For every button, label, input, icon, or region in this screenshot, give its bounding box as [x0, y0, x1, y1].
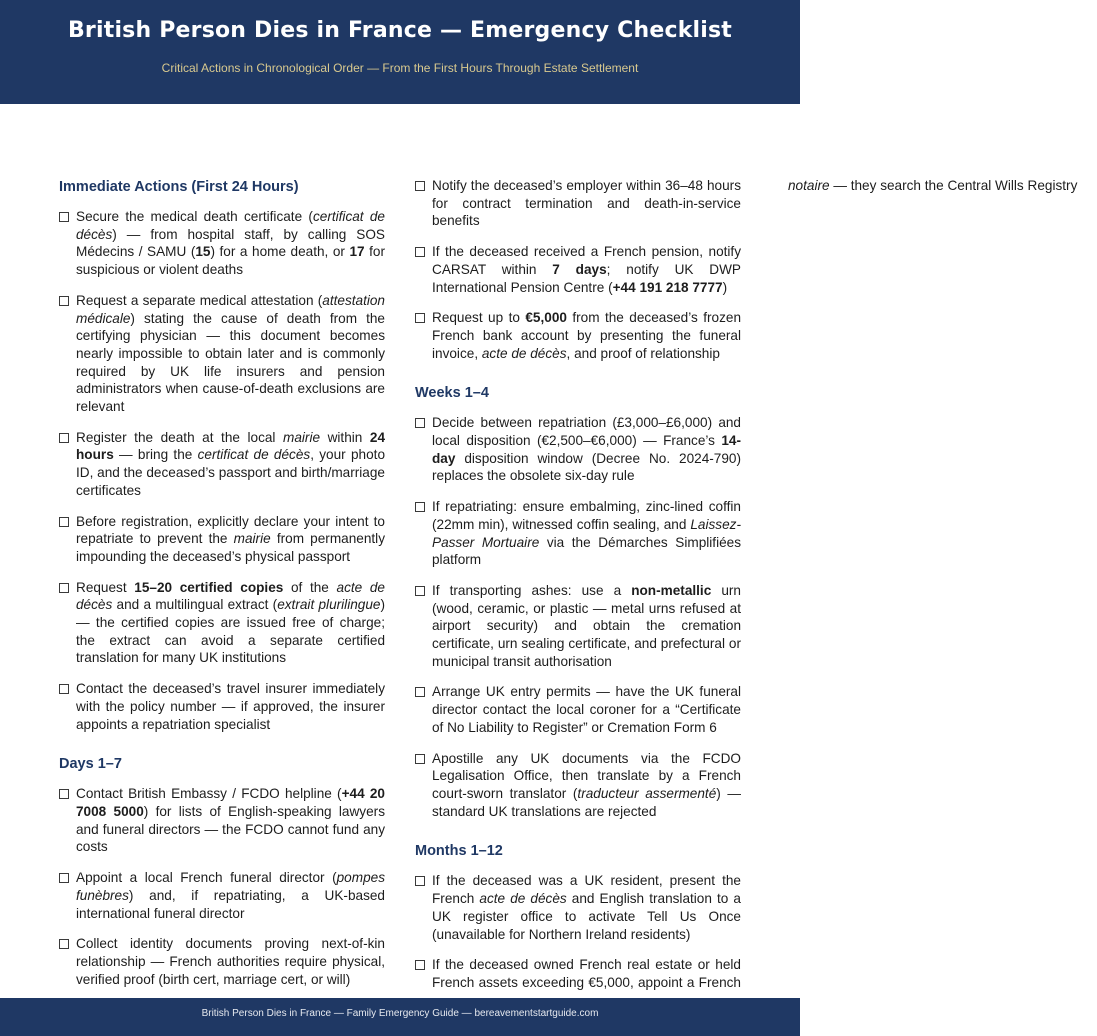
section-heading: Days 1–7	[59, 756, 122, 773]
checkbox[interactable]	[415, 960, 425, 970]
text-run: , your photo ID, and the deceased’s passport and birth/marriage certificates	[76, 447, 386, 498]
checklist-item	[59, 579, 385, 668]
italic-text: extrait plurilingue	[277, 597, 381, 613]
checklist-section	[59, 177, 385, 733]
checklist-section	[415, 383, 741, 820]
text-run: Collect identity documents proving next-of-kin relationship — French authorities require physical, verified proof (birth cert, marriage cert, or will)	[76, 936, 385, 987]
checkbox[interactable]	[415, 502, 425, 512]
checklist-item-text	[432, 872, 741, 943]
text-run: Register the death at the local	[76, 429, 284, 445]
text-run: from the deceased’s frozen French bank account by presenting the funeral invoice,	[432, 310, 742, 361]
checklist-item	[415, 750, 741, 821]
text-run: from permanently impounding the deceased’s physical passport	[76, 531, 385, 564]
checkbox[interactable]	[415, 687, 425, 697]
checklist-item-text	[432, 683, 741, 736]
checklist-item-text	[76, 579, 385, 668]
text-run: of the	[283, 579, 337, 595]
text-run: ; notify UK DWP International Pension Centre (	[432, 261, 741, 295]
checklist-item	[59, 429, 385, 500]
checkbox[interactable]	[415, 181, 425, 191]
checklist-item	[415, 243, 741, 296]
checklist-item	[415, 177, 741, 230]
checklist-item	[59, 785, 385, 856]
italic-text: attestation médicale	[76, 292, 385, 326]
text-run: Before registration, explicitly declare your intent to repatriate to prevent the	[76, 513, 385, 547]
bold-text: 17	[349, 244, 365, 260]
text-run: ) for lists of English-speaking lawyers and funeral directors — the FCDO cannot fund any costs	[76, 803, 385, 855]
bold-text: +44 20 7008 5000	[76, 786, 385, 819]
checklist-item-text	[432, 498, 741, 569]
text-run: ) — standard UK translations are rejected	[432, 785, 741, 819]
text-run: Appoint a local French funeral director (	[76, 870, 337, 886]
checkbox[interactable]	[415, 876, 425, 886]
text-run: — bring the	[113, 447, 198, 463]
checklist-item-text	[432, 414, 741, 485]
text-run: — they search the Central Wills Registry	[829, 178, 1078, 193]
text-run: within	[320, 429, 370, 445]
checklist-item-text	[76, 429, 385, 500]
checklist-item	[415, 414, 741, 485]
checkbox[interactable]	[59, 517, 69, 527]
checkbox[interactable]	[59, 583, 69, 593]
bold-text: 24 hours	[76, 429, 386, 463]
bold-text: €5,000	[525, 310, 567, 326]
text-run: ) and, if repatriating, a UK-based international funeral director	[76, 887, 385, 921]
text-run: ) stating the cause of death from the certifying physician — this document becomes nearly impossible to obtain later and is commonly required by UK life insurers and pension administrators when cause-of-death exclusions are relevant	[76, 310, 385, 415]
text-run: ) for a home death, or	[210, 244, 350, 260]
checkbox[interactable]	[59, 212, 69, 222]
checklist-item	[59, 513, 385, 566]
checkbox[interactable]	[415, 247, 425, 257]
checklist-item-text	[76, 785, 385, 856]
italic-text: certificat de décès	[76, 209, 385, 242]
text-run: If the deceased owned French real estate or held French assets exceeding €5,000, appoint a French	[432, 957, 741, 990]
checklist-item	[415, 582, 741, 671]
text-run: Request up to	[432, 310, 526, 326]
checkbox[interactable]	[415, 586, 425, 596]
checklist-item	[59, 208, 385, 279]
checklist-item-text	[76, 869, 385, 922]
checklist-item-text	[432, 177, 741, 230]
italic-text: mairie	[283, 429, 321, 445]
footer-text: British Person Dies in France — Family Emergency Guide — bereavementstartguide.com	[201, 1008, 599, 1019]
checkbox[interactable]	[59, 939, 69, 949]
checklist-item	[415, 683, 741, 736]
text-run: via the Démarches Simplifiées platform	[432, 534, 742, 568]
checklist-item-text	[76, 513, 385, 566]
text-run: for suspicious or violent deaths	[76, 244, 386, 278]
checklist-item-text	[76, 680, 385, 733]
text-run: Contact British Embassy / FCDO helpline (	[76, 786, 342, 802]
italic-text: acte de décès	[479, 891, 567, 907]
checkbox[interactable]	[59, 433, 69, 443]
text-run: , and proof of relationship	[566, 345, 720, 361]
checklist-item	[59, 869, 385, 922]
text-run: Decide between repatriation (£3,000–£6,000) and local disposition (€2,500–€6,000) — France’s	[432, 415, 741, 449]
checklist-body	[59, 177, 1078, 992]
checklist-item	[59, 935, 385, 988]
text-run: disposition window (Decree No. 2024-790) replaces the obsolete six-day rule	[432, 450, 741, 484]
text-run: urn (wood, ceramic, or plastic — metal urns refused at airport security) and obtain the cremation certificate, urn sealing certificate, and prefectural or municipal transit authorisation	[432, 582, 741, 669]
text-run: If the deceased was a UK resident, present the French	[432, 873, 741, 907]
text-run: )	[722, 279, 728, 295]
checkbox[interactable]	[415, 418, 425, 428]
checklist-item-text	[432, 750, 741, 821]
page-footer	[0, 998, 800, 1036]
italic-text: mairie	[233, 531, 271, 547]
text-run: Apostille any UK documents via the FCDO Legalisation Office, then translate by a French court-sworn translator (	[432, 750, 741, 801]
section-heading: Months 1–12	[415, 843, 503, 860]
italic-text: traducteur assermenté	[577, 785, 717, 801]
text-run: Request a separate medical attestation (	[76, 292, 323, 308]
bold-text: 7 days	[552, 261, 607, 277]
checklist-item	[415, 498, 741, 569]
text-run: Secure the medical death certificate (	[76, 209, 313, 224]
text-run: If repatriating: ensure embalming, zinc-lined coffin (22mm min), witnessed coffin sealing, and	[432, 499, 741, 532]
bold-text: non-metallic	[631, 582, 712, 598]
text-run: Request	[76, 579, 135, 595]
text-run: and English translation to a UK register office to activate Tell Us Once (unavailable for Northern Ireland residents)	[432, 891, 741, 942]
italic-text: Laissez-Passer Mortuaire	[432, 516, 741, 550]
checkbox[interactable]	[59, 684, 69, 694]
bold-text: 15–20 certified copies	[134, 579, 284, 595]
italic-text: certificat de décès	[197, 447, 311, 463]
text-run: Arrange UK entry permits — have the UK funeral director contact the local coroner for a “Certificate of No Liability to Register” or Cremation Form 6	[432, 684, 741, 735]
section-heading: Immediate Actions (First 24 Hours)	[59, 179, 299, 195]
text-run: Contact the deceased’s travel insurer immediately with the policy number — if approved, the insurer appoints a repatriation specialist	[76, 681, 385, 732]
checkbox[interactable]	[415, 313, 425, 323]
checklist-item	[415, 872, 741, 943]
italic-text: pompes funèbres	[76, 870, 385, 903]
checklist-item-text	[76, 208, 385, 279]
checkbox[interactable]	[415, 754, 425, 764]
checklist-item	[59, 292, 385, 416]
italic-text: notaire	[788, 178, 830, 193]
text-run: If transporting ashes: use a	[432, 582, 632, 598]
italic-text: acte de décès	[76, 579, 385, 613]
bold-text: +44 191 218 7777	[612, 279, 723, 295]
page-title: British Person Dies in France — Emergency Checklist	[67, 18, 733, 43]
checkbox[interactable]	[59, 296, 69, 306]
text-run: ) — from hospital staff, by calling SOS Médecins / SAMU (	[76, 226, 385, 260]
bold-text: 15	[195, 244, 211, 260]
checklist-item	[59, 680, 385, 733]
checklist-item-text	[76, 935, 385, 988]
text-run: ) — the certified copies are issued free of charge; the extract can avoid a separate certified translation for many UK institutions	[76, 597, 385, 666]
italic-text: acte de décès	[481, 345, 567, 361]
text-run: Notify the deceased’s employer within 36–48 hours for contract termination and death-in-service benefits	[432, 178, 741, 229]
text-run: If the deceased received a French pension, notify CARSAT within	[432, 244, 741, 277]
checklist-item	[415, 309, 741, 362]
checkbox[interactable]	[59, 789, 69, 799]
text-run: and a multilingual extract (	[112, 597, 278, 613]
checklist-item-text	[432, 582, 741, 671]
section-heading: Weeks 1–4	[415, 385, 489, 402]
checklist-item-text	[76, 292, 385, 416]
checkbox[interactable]	[59, 873, 69, 883]
page-header	[0, 0, 800, 104]
checklist-item-text	[432, 243, 741, 296]
checklist-item-text	[432, 309, 741, 362]
bold-text: 14-day	[432, 433, 741, 466]
page-subtitle: Critical Actions in Chronological Order — From the First Hours Through Estate Settlement	[161, 61, 639, 75]
